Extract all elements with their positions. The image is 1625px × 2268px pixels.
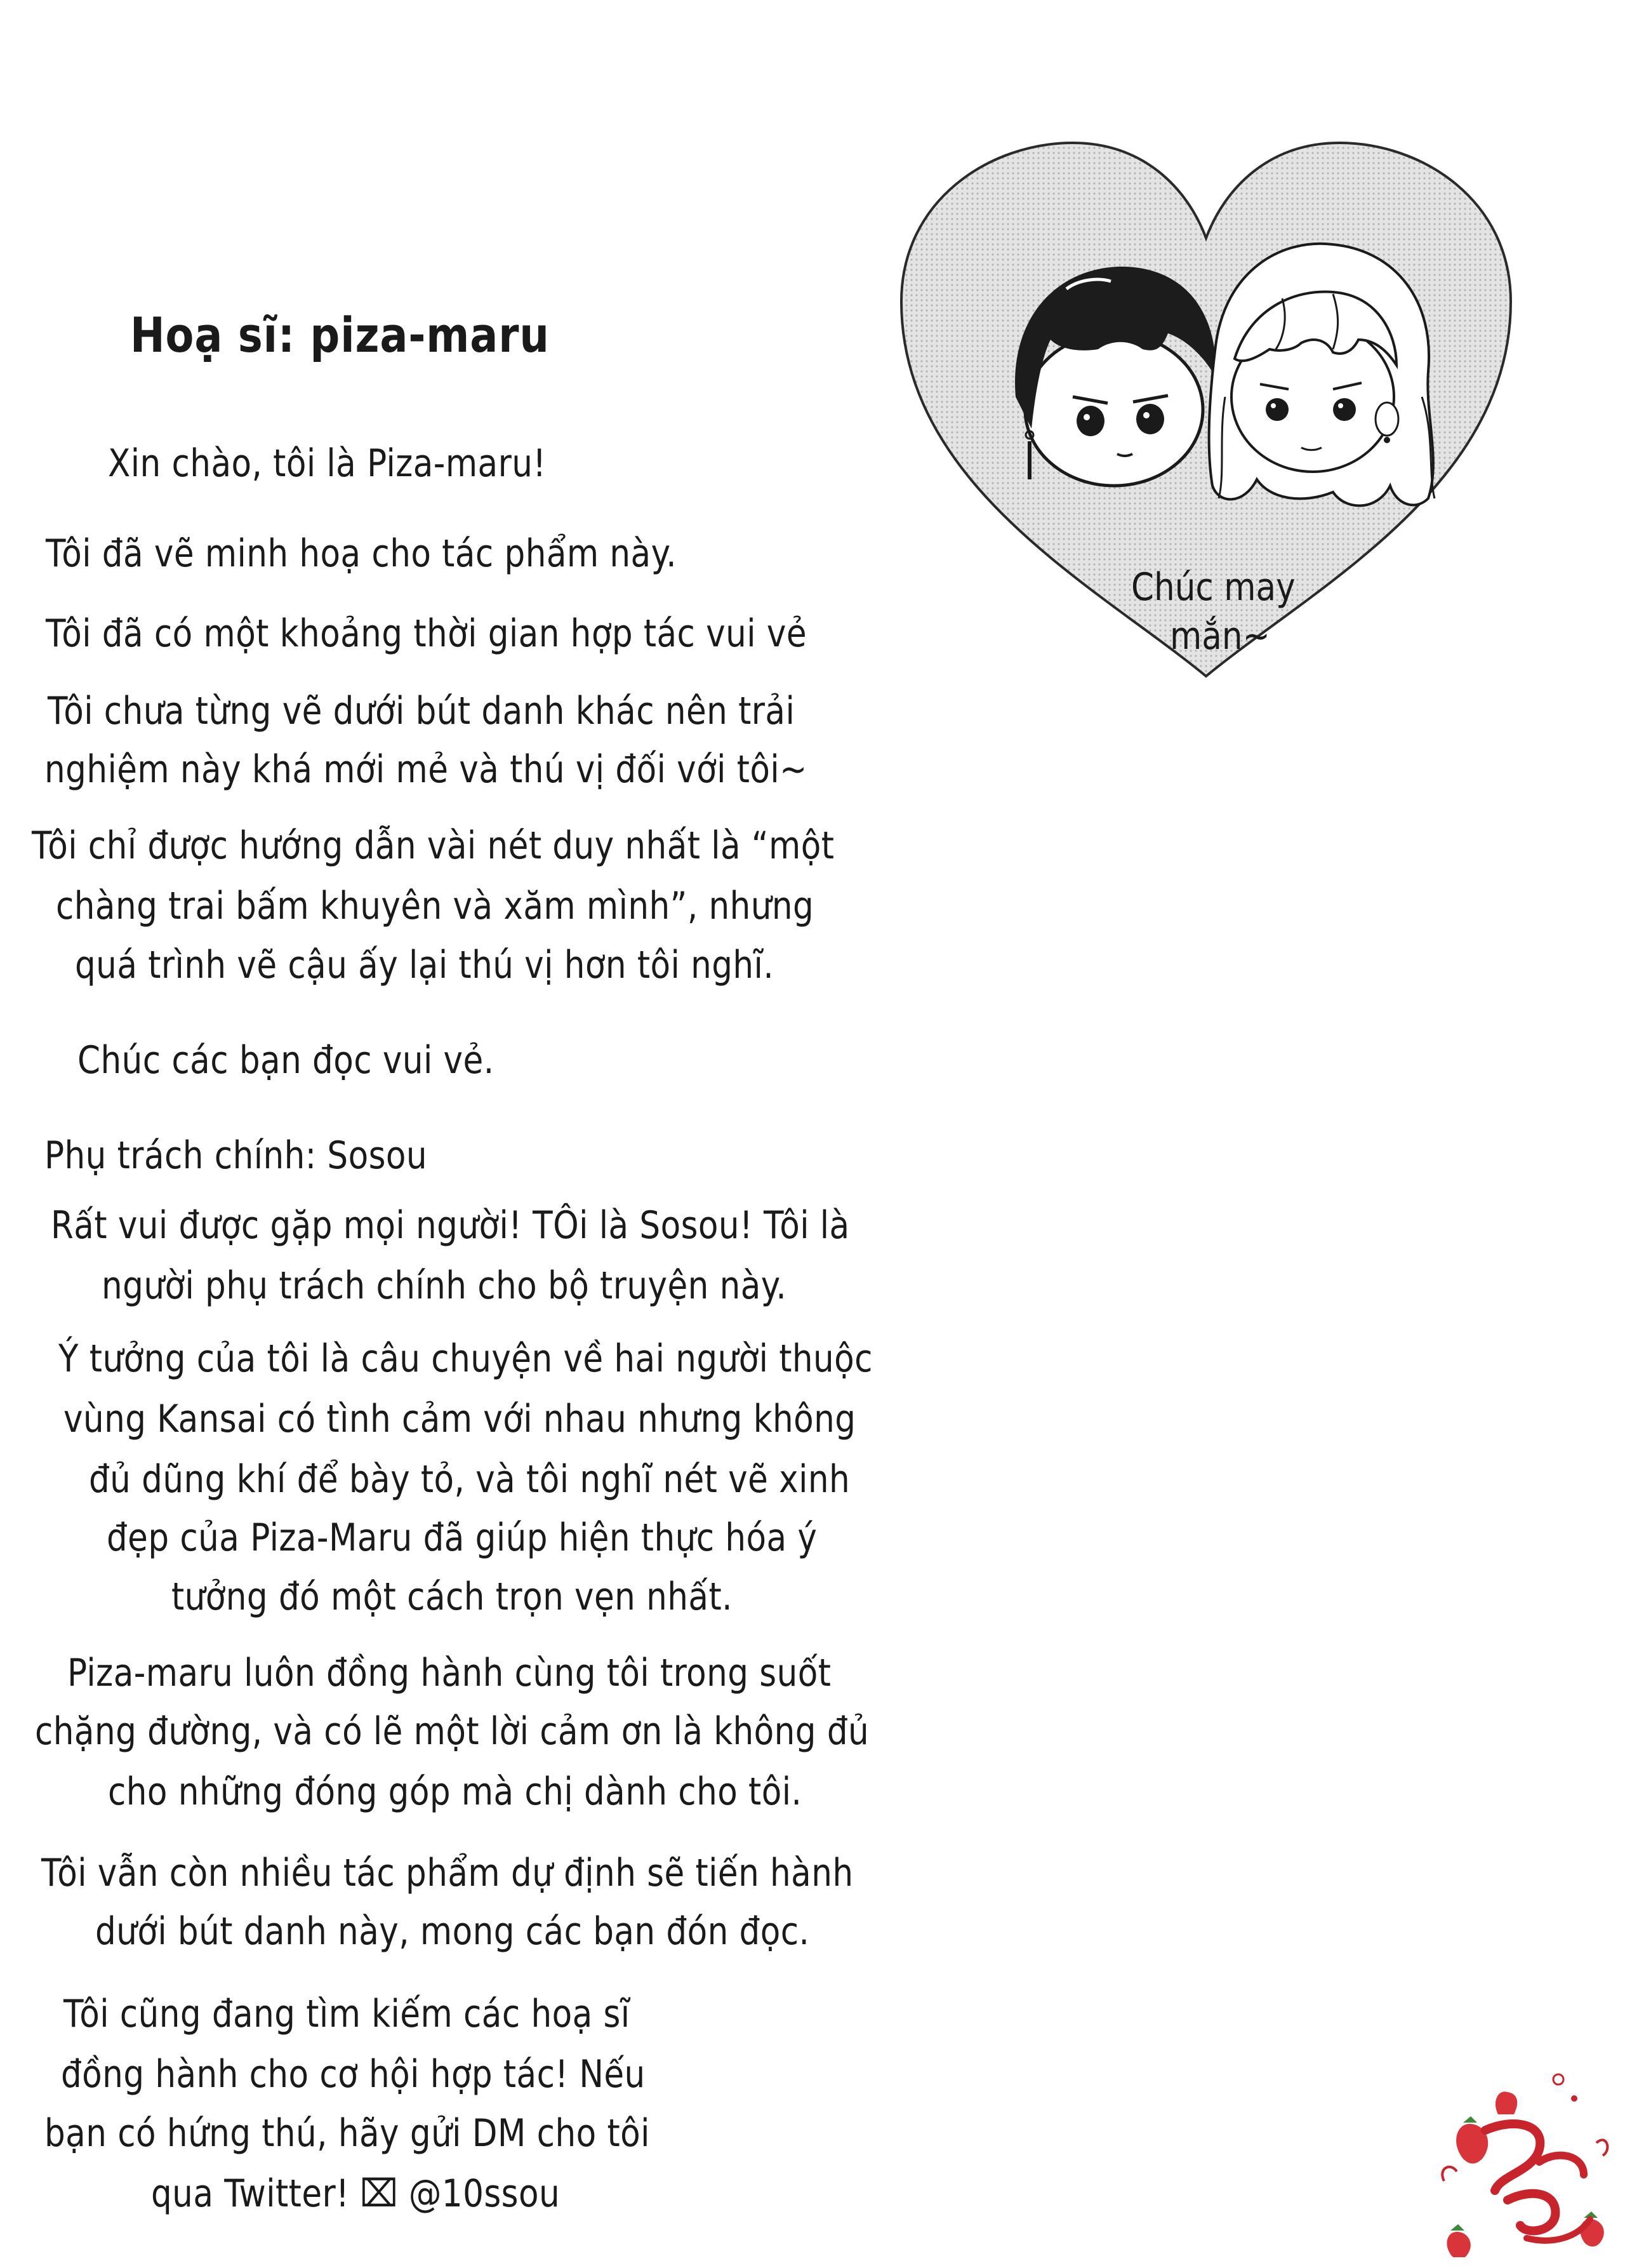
author-line: tưởng đó một cách trọn vẹn nhất.: [171, 1575, 733, 1619]
artist-line: nghiệm này khá mới mẻ và thú vị đối với tôi~: [44, 747, 807, 792]
author-line: Tôi vẫn còn nhiều tác phẩm dự định sẽ tiến hành: [41, 1851, 854, 1895]
author-line: người phụ trách chính cho bộ truyện này.: [102, 1264, 787, 1308]
heart-caption-line-2: mắn~: [1170, 614, 1270, 658]
girl-character: [1209, 244, 1435, 506]
artist-line: Tôi đã có một khoảng thời gian hợp tác vui vẻ: [46, 611, 807, 656]
author-line: Piza-maru luôn đồng hành cùng tôi trong suốt: [67, 1651, 832, 1695]
boy-character: [1015, 267, 1216, 486]
author-line: đủ dũng khí để bày tỏ, và tôi nghĩ nét vẽ xinh: [89, 1457, 851, 1502]
artist-line: Xin chào, tôi là Piza-maru!: [108, 441, 547, 486]
heart-caption-line-1: Chúc may: [1131, 565, 1296, 610]
author-line: vùng Kansai có tình cảm với nhau nhưng không: [63, 1397, 856, 1441]
artist-line: Chúc các bạn đọc vui vẻ.: [77, 1038, 494, 1083]
author-line: Rất vui được gặp mọi người! TÔi là Sosou! Tôi là: [51, 1203, 850, 1248]
author-line: đồng hành cho cơ hội hợp tác! Nếu: [61, 2052, 646, 2097]
artist-line: Tôi chỉ được hướng dẫn vài nét duy nhất là “một: [32, 824, 835, 868]
author-line: qua Twitter! ⌧ @10ssou: [151, 2171, 560, 2216]
author-line: bạn có hứng thú, hãy gửi DM cho tôi: [44, 2111, 650, 2156]
author-line: chặng đường, và có lẽ một lời cảm ơn là không đủ: [35, 1709, 870, 1754]
author-line: dưới bút danh này, mong các bạn đón đọc.: [95, 1909, 810, 1954]
author-heading: Phụ trách chính: Sosou: [44, 1133, 428, 1178]
author-line: Ý tưởng của tôi là câu chuyện về hai người thuộc: [58, 1337, 873, 1381]
strawberry-logo-icon: [1431, 2054, 1615, 2257]
artist-heading: Hoạ sĩ: piza-maru: [130, 307, 550, 363]
heart-illustration: [889, 130, 1523, 689]
artist-line: Tôi chưa từng vẽ dưới bút danh khác nên trải: [48, 689, 795, 733]
author-line: đẹp của Piza-Maru đã giúp hiện thực hóa ý: [107, 1516, 818, 1560]
group-logo-stamp: [1431, 2054, 1615, 2257]
author-line: Tôi cũng đang tìm kiếm các hoạ sĩ: [63, 1992, 630, 2036]
artist-line: Tôi đã vẽ minh hoạ cho tác phẩm này.: [46, 531, 677, 576]
author-line: cho những đóng góp mà chị dành cho tôi.: [108, 1770, 802, 1814]
artist-line: chàng trai bấm khuyên và xăm mình”, nhưng: [56, 884, 814, 928]
artist-line: quá trình vẽ cậu ấy lại thú vị hơn tôi nghĩ.: [75, 943, 774, 987]
